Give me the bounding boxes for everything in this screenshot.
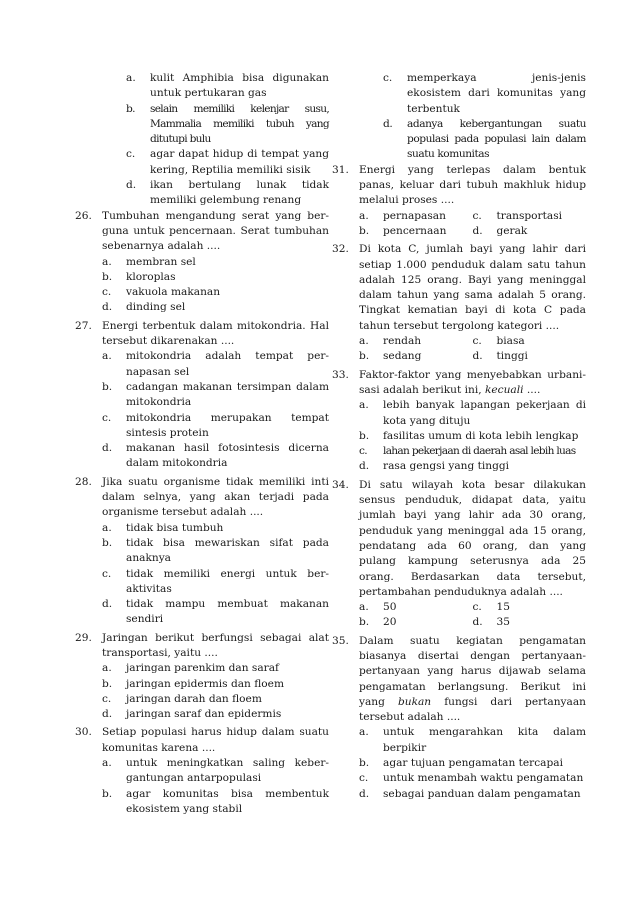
option-text: jaringan darah dan floem: [126, 692, 262, 705]
option-text: untuk menambah waktu pengamatan: [383, 772, 584, 785]
question-number: 27.: [75, 319, 92, 332]
question-text: Faktor-faktor yang menyebabkan urbani-sasi adalah berikut ini, kecuali ....: [359, 368, 586, 396]
option-text: jaringan epidermis dan floem: [126, 677, 285, 690]
question-text: Energi terbentuk dalam mitokondria. Hal tersebut dikarenakan ....: [102, 319, 329, 348]
question-33: [332, 368, 586, 475]
question-text: Energi yang terlepas dalam bentuk panas, keluar dari tubuh makhluk hidup melalui proses ....: [359, 163, 586, 207]
question-text: Jika suatu organisme tidak memiliki inti dalam selnya, yang akan terjadi pada organisme tersebut adalah ....: [102, 475, 329, 519]
options: [359, 725, 586, 801]
option-text: cadangan makanan tersimpan dalam mitokondria: [126, 380, 329, 409]
option-text: vakuola makanan: [126, 286, 221, 299]
option-a: a. rendah: [359, 335, 422, 348]
option-b: b. tidak bisa mewariskan sifat pada anaknya: [102, 536, 329, 565]
question-34: [332, 478, 586, 631]
option-a: a. kulit Amphibia bisa digunakan untuk pertukaran gas: [126, 72, 329, 100]
option-text: agar tujuan pengamatan tercapai: [383, 757, 563, 770]
option-d: d. adanya kebergantungan suatu populasi pada populasi lain dalam suatu komunitas: [383, 117, 586, 161]
option-text: 20: [383, 616, 397, 629]
question-text: Tumbuhan mengandung serat yang ber-guna untuk pencernaan. Serat tumbuhan sebenarnya adalah ....: [102, 209, 329, 253]
option-d: d. tidak mampu membuat makanan sendiri: [102, 598, 329, 626]
question-26: [75, 209, 329, 316]
option-text: kloroplas: [126, 270, 176, 283]
option-c: c. agar dapat hidup di tempat yang kering, Reptilia memiliki sisik: [126, 148, 329, 176]
q30-options-continued: [359, 71, 586, 163]
option-b: b. pencernaan: [359, 224, 447, 237]
option-b: b. jaringan epidermis dan floem: [102, 677, 285, 690]
question-number: 30.: [75, 726, 92, 739]
options: [102, 661, 329, 722]
option-text: memperkaya jenis-jenis ekosistem dari komunitas yang terbentuk: [407, 72, 586, 115]
options: [102, 349, 329, 471]
question-text: Jaringan berikut berfungsi sebagai alat transportasi, yaitu ....: [102, 631, 329, 659]
option-b: b. selain memiliki kelenjar susu, Mammalia memiliki tubuh yang ditutupi bulu: [126, 102, 329, 146]
option-a: a. membran sel: [102, 255, 196, 268]
option-text: 15: [496, 601, 510, 614]
option-d: d. jaringan saraf dan epidermis: [102, 708, 282, 721]
emphasis-word: bukan: [397, 695, 432, 708]
prev-question-options: [102, 71, 329, 209]
option-a: a. untuk mengarahkan kita dalam berpikir: [359, 726, 586, 754]
option-d: d. tinggi: [472, 350, 528, 363]
question-number: 26.: [75, 209, 92, 222]
question-28: [75, 475, 329, 628]
option-text: mitokondria merupakan tempat sintesis protein: [126, 411, 329, 439]
option-b: b. 20: [359, 616, 397, 629]
option-a: a. jaringan parenkim dan saraf: [102, 662, 279, 675]
option-d: d. ikan bertulang lunak tidak memiliki gelembung renang: [126, 179, 329, 207]
option-text: jaringan parenkim dan saraf: [126, 662, 279, 675]
question-text: Di kota C, jumlah bayi yang lahir dari setiap 1.000 penduduk dalam satu tahun adalah 125 orang. Bayi yang meninggal dalam tahun yang sama adalah 5 orang. Tingkat kematian bayi di kota C pada tahun tersebut tergolong kategori ....: [359, 243, 586, 332]
option-c: c. jaringan darah dan floem: [102, 692, 262, 705]
options: [359, 600, 586, 631]
right-column: [332, 71, 586, 805]
options: [102, 756, 329, 817]
option-text: rendah: [383, 335, 422, 348]
option-a: a. untuk meningkatkan saling keber-gantungan antarpopulasi: [102, 757, 329, 785]
option-text: ikan bertulang lunak tidak memiliki gelembung renang: [150, 179, 329, 207]
options: [359, 334, 586, 365]
option-text: pernapasan: [383, 209, 446, 222]
option-b: b. sedang: [359, 350, 422, 363]
option-a: a. lebih banyak lapangan pekerjaan di kota yang dituju: [359, 399, 586, 427]
option-b: b. fasilitas umum di kota lebih lengkap: [359, 429, 579, 442]
question-number: 35.: [332, 634, 349, 647]
options: [359, 209, 586, 240]
option-text: jaringan saraf dan epidermis: [126, 708, 282, 721]
option-text: kulit Amphibia bisa digunakan untuk pertukaran gas: [150, 72, 329, 100]
option-text: selain memiliki kelenjar susu, Mammalia memiliki tubuh yang ditutupi bulu: [150, 102, 329, 146]
option-b: b. cadangan makanan tersimpan dalam mitokondria: [102, 380, 329, 409]
question-29: [75, 631, 329, 723]
option-text: tidak mampu membuat makanan sendiri: [126, 598, 329, 626]
emphasis-word: kecuali: [484, 383, 524, 396]
option-text: tidak bisa tumbuh: [126, 521, 224, 534]
option-a: a. 50: [359, 601, 397, 614]
option-b: b. kloroplas: [102, 270, 176, 283]
left-column: [75, 71, 329, 820]
option-c: c. memperkaya jenis-jenis ekosistem dari komunitas yang terbentuk: [383, 72, 586, 115]
option-text: tidak bisa mewariskan sifat pada anaknya: [126, 536, 329, 565]
option-text: agar komunitas bisa membentuk ekosistem yang stabil: [126, 787, 329, 815]
question-35: [332, 634, 586, 802]
option-text: mitokondria adalah tempat per-napasan sel: [126, 350, 329, 378]
option-text: sedang: [383, 350, 422, 363]
option-text: makanan hasil fotosintesis dicerna dalam mitokondria: [126, 442, 329, 470]
question-text: Di satu wilayah kota besar dilakukan sensus penduduk, didapat data, yaitu jumlah bayi yang lahir ada 30 orang, penduduk yang meninggal ada 15 orang, pendatang ada 60 orang, dan yang pulang kampung seterusnya ada 25 orang. Berdasarkan data tersebut, pertambahan penduduknya adalah ....: [359, 478, 586, 598]
options: [102, 521, 329, 628]
question-number: 33.: [332, 368, 349, 381]
question-text: Dalam suatu kegiatan pengamatan biasanya disertai dengan pertanyaan-pertanyaan yang harus dijawab selama pengamatan berlangsung. Berikut ini yang bukan fungsi dari pertanyaan tersebut adalah ....: [359, 634, 586, 724]
option-text: transportasi: [496, 209, 563, 222]
option-text: untuk meningkatkan saling keber-gantungan antarpopulasi: [126, 757, 329, 785]
question-31: [332, 163, 586, 239]
option-text: lahan pekerjaan di daerah asal lebih luas: [383, 445, 576, 458]
option-text: lebih banyak lapangan pekerjaan di kota yang dituju: [383, 399, 586, 427]
option-text: pencernaan: [383, 224, 447, 237]
question-number: 34.: [332, 478, 349, 491]
option-b: b. agar komunitas bisa membentuk ekosistem yang stabil: [102, 787, 329, 815]
option-a: a. tidak bisa tumbuh: [102, 521, 224, 534]
question-27: [75, 319, 329, 472]
option-text: rasa gengsi yang tinggi: [383, 460, 510, 473]
options: [359, 398, 586, 474]
option-c: c. 15: [472, 601, 510, 614]
option-a: a. pernapasan: [359, 209, 446, 222]
options: [102, 255, 329, 316]
option-c: c. mitokondria merupakan tempat sintesis protein: [102, 411, 329, 439]
option-text: tidak memiliki energi untuk ber-aktivitas: [126, 567, 329, 595]
option-text: fasilitas umum di kota lebih lengkap: [383, 429, 579, 442]
option-text: gerak: [496, 224, 528, 237]
question-32: [332, 242, 586, 364]
option-text: tinggi: [496, 350, 528, 363]
question-number: 32.: [332, 243, 349, 256]
option-d: d. dinding sel: [102, 301, 186, 314]
option-d: d. makanan hasil fotosintesis dicerna dalam mitokondria: [102, 442, 329, 470]
option-text: biasa: [496, 335, 525, 348]
option-c: c. biasa: [472, 335, 525, 348]
option-text: 35: [496, 616, 510, 629]
question-30: [75, 725, 329, 817]
question-number: 29.: [75, 631, 92, 644]
option-text: untuk mengarahkan kita dalam berpikir: [383, 726, 586, 754]
option-text: adanya kebergantungan suatu populasi pada populasi lain dalam suatu komunitas: [407, 117, 586, 161]
option-c: c. lahan pekerjaan di daerah asal lebih luas: [359, 445, 576, 458]
option-c: c. transportasi: [472, 209, 563, 222]
question-text: Setiap populasi harus hidup dalam suatu komunitas karena ....: [102, 726, 329, 754]
option-c: c. vakuola makanan: [102, 286, 221, 299]
option-text: 50: [383, 601, 397, 614]
option-text: agar dapat hidup di tempat yang kering, Reptilia memiliki sisik: [150, 148, 329, 176]
option-d: d. gerak: [472, 224, 528, 237]
option-d: d. rasa gengsi yang tinggi: [359, 460, 510, 473]
option-b: b. agar tujuan pengamatan tercapai: [359, 757, 563, 770]
option-a: a. mitokondria adalah tempat per-napasan sel: [102, 350, 329, 378]
option-c: c. tidak memiliki energi untuk ber-aktivitas: [102, 567, 329, 595]
question-number: 28.: [75, 475, 92, 488]
option-c: c. untuk menambah waktu pengamatan: [359, 772, 584, 785]
option-d: d. 35: [472, 616, 510, 629]
option-d: d. sebagai panduan dalam pengamatan: [359, 787, 581, 800]
question-number: 31.: [332, 163, 349, 176]
option-text: membran sel: [126, 255, 196, 268]
option-text: sebagai panduan dalam pengamatan: [383, 787, 581, 800]
option-text: dinding sel: [126, 301, 186, 314]
